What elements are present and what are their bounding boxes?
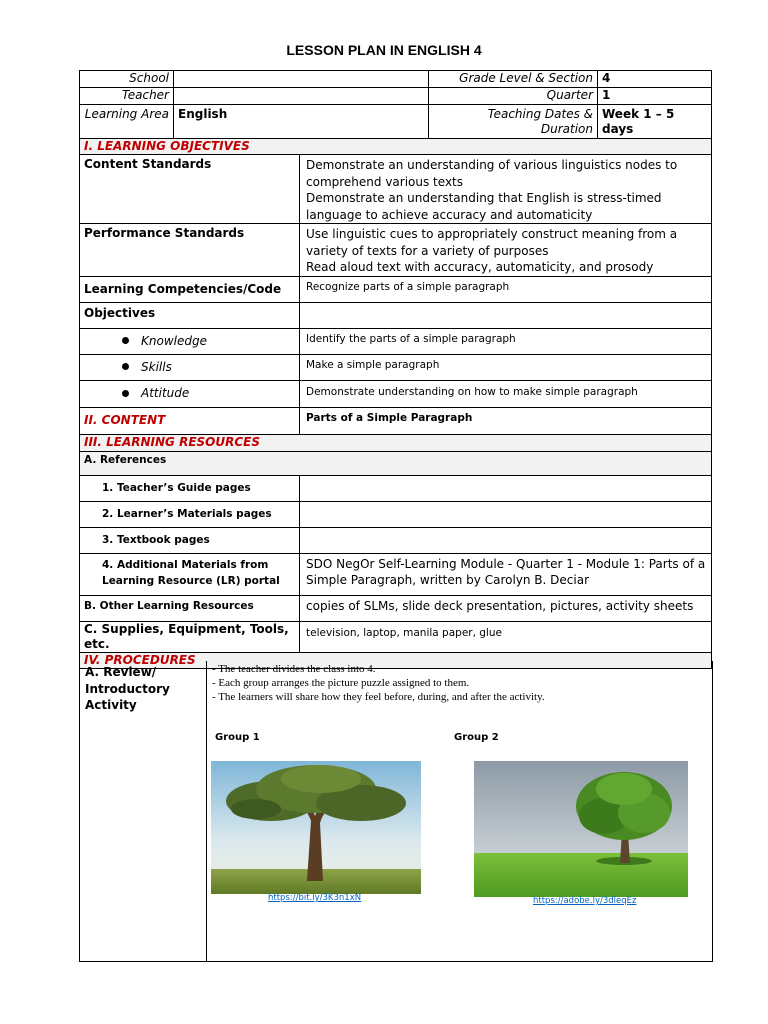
school-label: School <box>80 71 174 88</box>
skills-row <box>80 354 300 380</box>
lm-label: 2. Learner’s Materials pages <box>80 501 300 527</box>
area-value: English <box>174 105 429 139</box>
dates-label: Teaching Dates & Duration <box>429 105 598 139</box>
area-label: Learning Area <box>80 105 174 139</box>
activity-steps <box>212 662 545 704</box>
additional-materials-label: 4. Additional Materials from Learning Resource (LR) portal <box>80 553 300 595</box>
tb-label: 3. Textbook pages <box>80 527 300 553</box>
group2-link[interactable]: https://adobe.ly/3dleqEz <box>533 896 637 906</box>
group1-tree-image <box>211 761 421 894</box>
procedures-heading: IV. PROCEDURES <box>80 652 712 668</box>
knowledge-label: Knowledge <box>141 333 207 348</box>
teacher-label: Teacher <box>80 88 174 105</box>
step-item: - Each group arranges the picture puzzle assigned to them. <box>212 677 470 689</box>
objectives-heading: I. LEARNING OBJECTIVES <box>80 139 712 155</box>
content-standards-value: Demonstrate an understanding of various linguistics nodes to comprehend various texts Demonstrate an understanding that English is stress-timed language to achieve accuracy and automaticity <box>300 155 712 224</box>
dates-value: Week 1 – 5 days <box>598 105 712 139</box>
knowledge-row <box>80 328 300 354</box>
skills-value: Make a simple paragraph <box>300 354 712 380</box>
performance-standards-value: Use linguistic cues to appropriately construct meaning from a variety of texts for a variety of purposes Read aloud text with accuracy, automaticity, and prosody <box>300 224 712 277</box>
performance-standards-label: Performance Standards <box>80 224 300 277</box>
page-title: LESSON PLAN IN ENGLISH 4 <box>286 42 482 58</box>
references-label: A. References <box>80 451 712 475</box>
review-label: A. Review/ Introductory Activity <box>85 665 170 712</box>
bullet-icon <box>122 390 129 397</box>
supplies-label: C. Supplies, Equipment, Tools, etc. <box>80 621 300 652</box>
attitude-row <box>80 380 300 407</box>
header-table <box>79 70 712 139</box>
step-item: - The learners will share how they feel before, during, and after the activity. <box>212 691 545 703</box>
content-value: Parts of a Simple Paragraph <box>300 407 712 434</box>
knowledge-value: Identify the parts of a simple paragraph <box>300 328 712 354</box>
resources-heading: III. LEARNING RESOURCES <box>80 434 712 451</box>
activity-block <box>79 661 713 962</box>
step-item: - The teacher divides the class into 4. <box>212 663 376 675</box>
attitude-value: Demonstrate understanding on how to make simple paragraph <box>300 380 712 407</box>
teacher-value <box>174 88 429 105</box>
school-value <box>174 71 429 88</box>
skills-label: Skills <box>141 359 172 374</box>
group2-tree-image <box>474 761 688 897</box>
group1-label: Group 1 <box>215 732 260 743</box>
group2-label: Group 2 <box>454 732 499 743</box>
main-table <box>79 138 712 669</box>
bullet-icon <box>122 337 129 344</box>
additional-materials-value: SDO NegOr Self-Learning Module - Quarter 1 - Module 1: Parts of a Simple Paragraph, written by Carolyn B. Deciar <box>300 553 712 595</box>
tg-label: 1. Teacher’s Guide pages <box>80 475 300 501</box>
grade-label: Grade Level & Section <box>429 71 598 88</box>
content-standards-label: Content Standards <box>80 155 300 224</box>
supplies-value: television, laptop, manila paper, glue <box>300 621 712 652</box>
attitude-label: Attitude <box>141 386 190 400</box>
bullet-icon <box>122 363 129 370</box>
other-resources-value: copies of SLMs, slide deck presentation, pictures, activity sheets <box>300 595 712 621</box>
other-resources-label: B. Other Learning Resources <box>80 595 300 621</box>
competencies-value: Recognize parts of a simple paragraph <box>300 276 712 302</box>
quarter-label: Quarter <box>429 88 598 105</box>
group1-link[interactable]: https://bit.ly/3K3n1xN <box>268 893 362 903</box>
grade-value: 4 <box>598 71 712 88</box>
quarter-value: 1 <box>598 88 712 105</box>
objectives-label: Objectives <box>80 302 300 328</box>
competencies-label: Learning Competencies/Code <box>80 276 300 302</box>
content-heading: II. CONTENT <box>80 407 300 434</box>
